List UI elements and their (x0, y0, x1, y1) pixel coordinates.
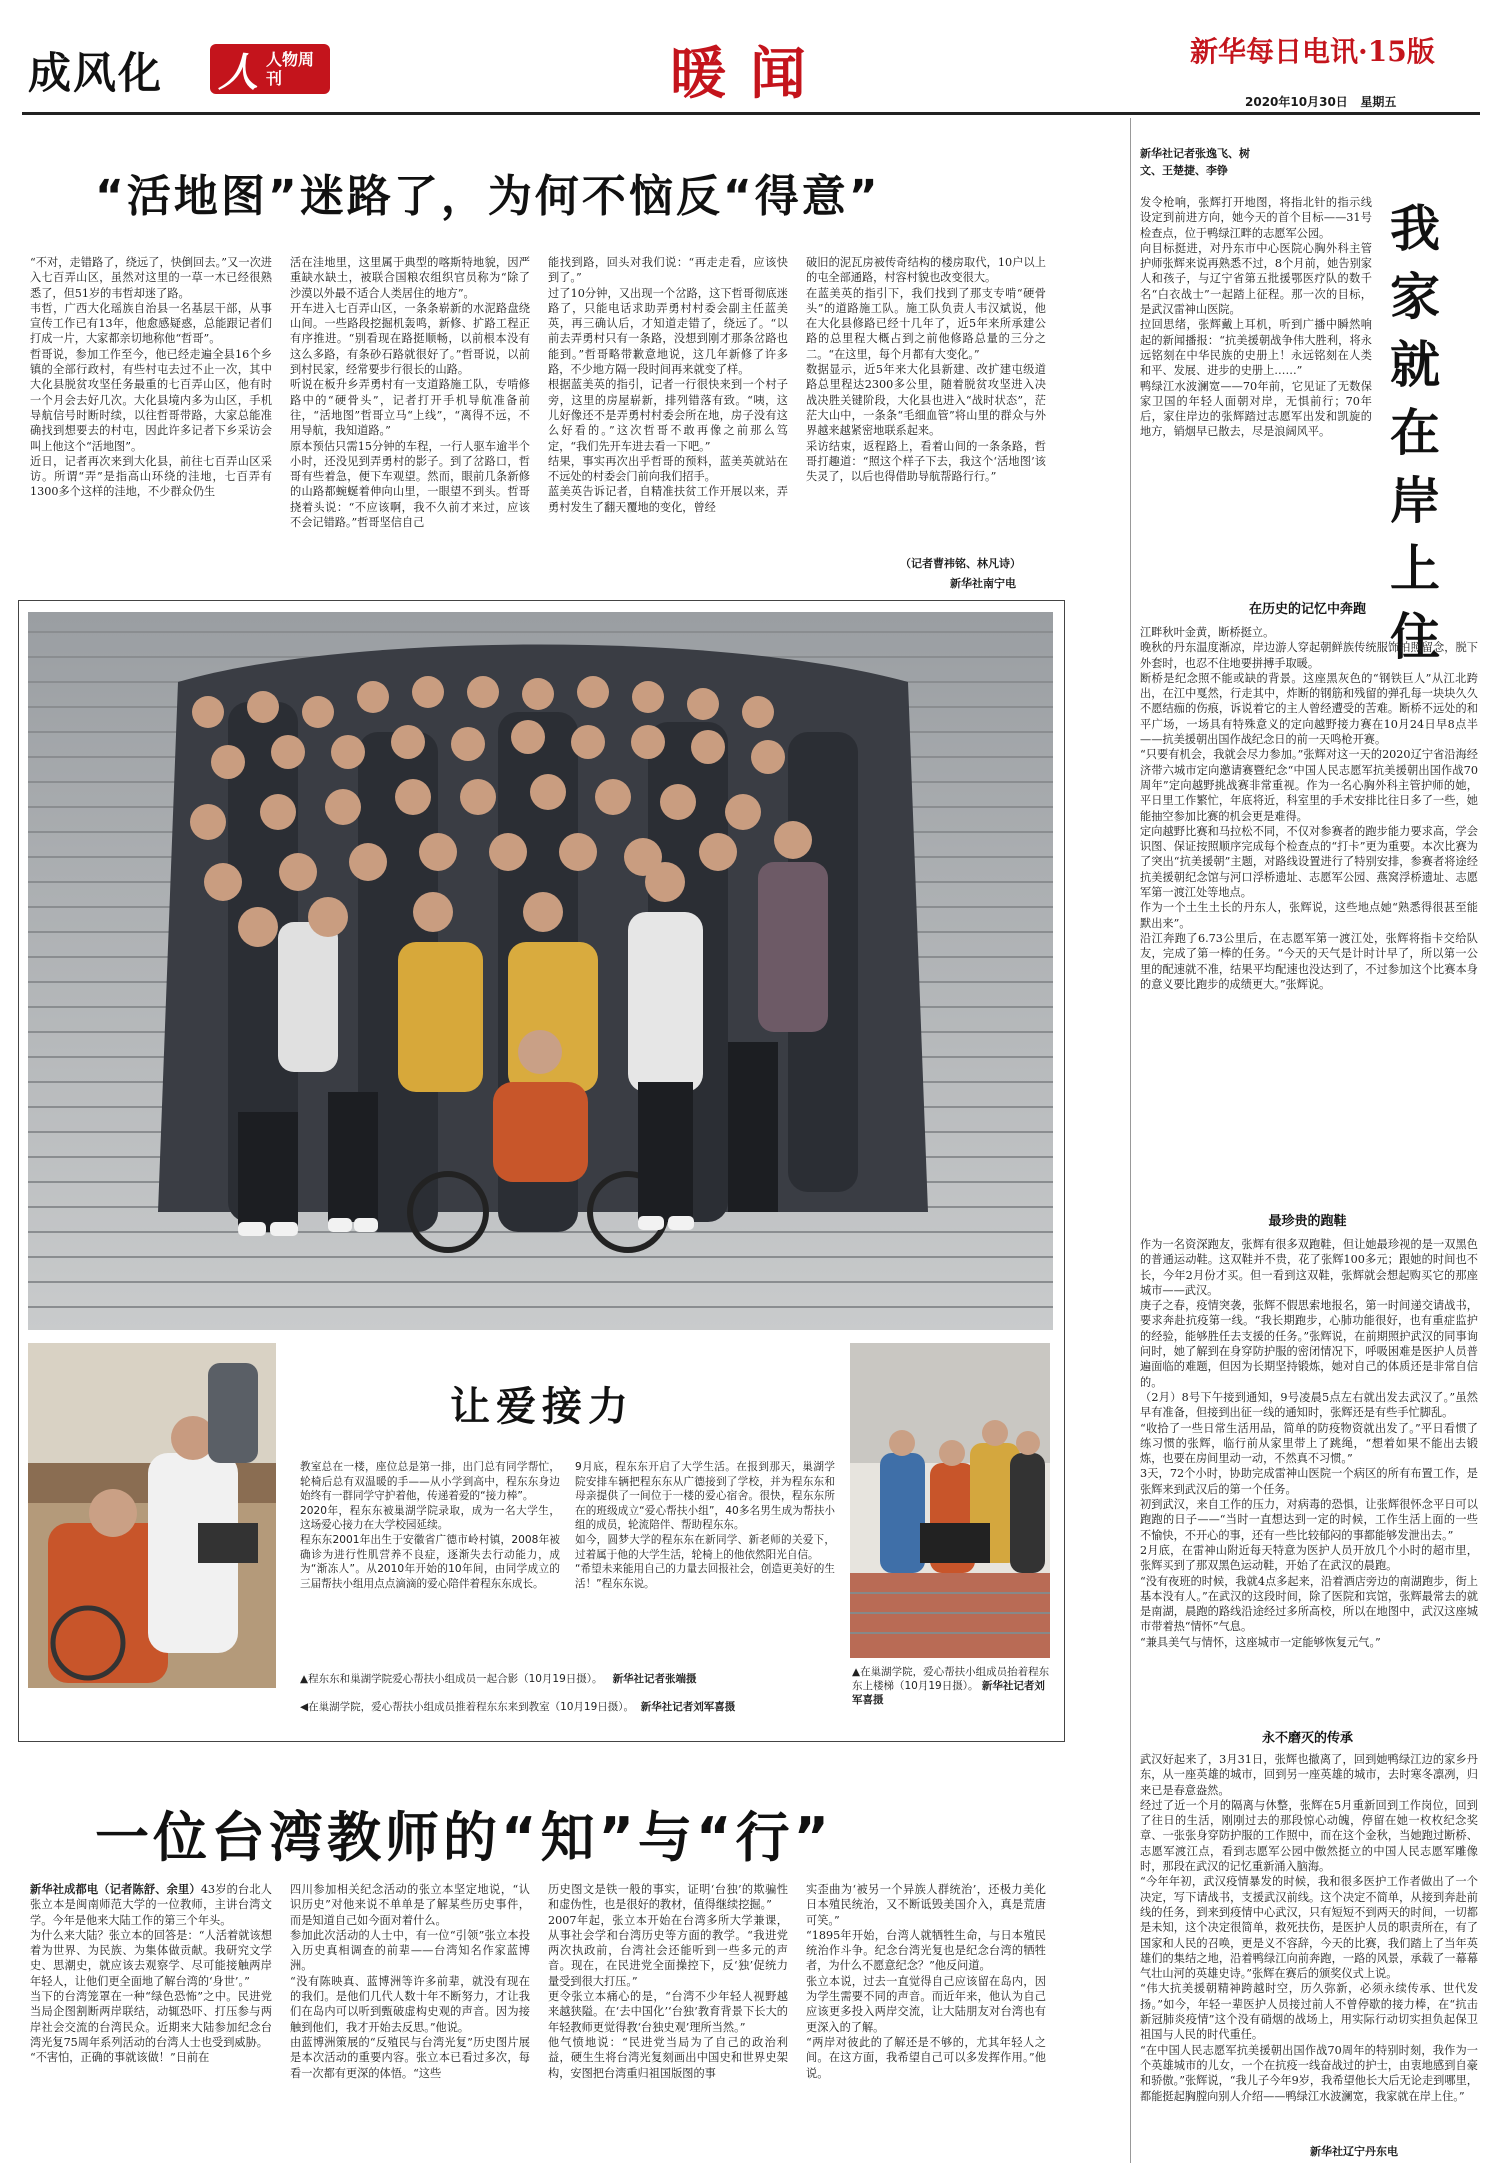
masthead-rule (22, 112, 1480, 115)
weekday-text: 星期五 (1360, 95, 1397, 109)
story2-col1: 教室总在一楼，座位总是第一排，出门总有同学帮忙，轮椅后总有双温暖的手——从小学到高中，程东东身边始终有一群同学守护着他，传递着爱的“接力棒”。 2020年，程东东被巢湖学院录取，成为一名大学生，这场爱心接力在大学校园延续。 程东东2001年出生于安徽省广德市岭村镇，2008年被确诊为进行性肌营养不良症，逐渐失去行动能力，成为“渐冻人”。从2010年开始的10年间，由同学成立的三届帮扶小组用点点滴滴的爱心陪伴着程东东成长。 (300, 1461, 560, 1590)
issue-date (1245, 93, 1396, 110)
story3-reporters: （记者陈舒、余里） (98, 1883, 201, 1896)
story4-section-1: 江畔秋叶金黄，断桥挺立。 晚秋的丹东温度渐凉，岸边游人穿起朝鲜族传统服饰拍照留念，脱下外套时，也忍不住地要拼搏手取暖。 断桥是纪念照不能或缺的背景。这座黑灰色的“钢铁巨人”从江北跨出，在江中戛然，行走其中，炸断的钢筋和残留的弹孔每一块块久久不愿结痂的伤痕，诉说着它的主人曾经遭受的苦难。断桥不远处的和平广场，一场具有特殊意义的定向越野接力赛在10月24日早8点半——抗美援朝出国作战纪念日的前一天鸣枪开赛。 “只要有机会，我就会尽力参加。”张辉对这一天的2020辽宁省沿海经济带六城市定向邀请赛暨纪念“中国人民志愿军抗美援朝出国作战70周年”定向越野挑战赛非常重视。作为一名心胸外科主管护师的她，平日里工作繁忙，年底将近，科室里的手术安排比往日多了一些，她能抽空参加比赛的机会更是难得。 定向越野比赛和马拉松不同，不仅对参赛者的跑步能力要求高，学会识图、保证按照顺序完成每个检查点的“打卡”更为重要。本次比赛为了突出“抗美援朝”主题，对路线设置进行了特别安排，参赛者将途经抗美援朝纪念馆与河口浮桥遗址、志愿军公园、燕窝浮桥遗址、志愿军第一渡江处等地点。 作为一个土生土长的丹东人，张辉说，这些地点她“熟悉得很甚至能默出来”。 沿江奔跑了6.73公里后，在志愿军第一渡江处，张辉将指卡交给队友，完成了第一棒的任务。“今天的天气是计时计早了，所以第一公里的配速就不准，结果平均配速也没达到了，不过参加这个比赛本身的意义要比跑步的成绩更大。”张辉说。 (1140, 626, 1478, 991)
classroom-photo (28, 1343, 276, 1688)
right-caption-text: ▲在巢湖学院，爱心帮扶小组成员抬着程东东上楼梯（10月19日摄）。 (852, 1666, 1050, 1692)
story3-headline: 一位台湾教师的“知”与“行” (95, 1806, 833, 1869)
stairs-photo (850, 1343, 1050, 1658)
logo-badge (210, 44, 330, 94)
story1-agency: 新华社南宁电 (950, 577, 1016, 590)
section-title: 暖闻 (670, 41, 830, 107)
right-photo-caption (852, 1665, 1052, 1707)
group-photo-illustration (28, 612, 1053, 1330)
stairs-photo-illustration (850, 1343, 1050, 1658)
story3-dateline: 新华社成都电 (30, 1883, 99, 1896)
story4-agency: 新华社辽宁丹东电 (1310, 2145, 1398, 2158)
story1-col3: 能找到路，回头对我们说：“再走走看，应该快到了。” 过了10分钟，又出现一个岔路，这下哲哥彻底迷路了，只能电话求助弄勇村村委会副主任蓝美英，再三确认后，才知道走错了，绕远了。“以前去弄勇村只有一条路，没想到刚才那条岔路也能到。”哲哥略带歉意地说，这几年新修了许多路，不少地方隔一段时间再来就变了样。 根据蓝美英的指引，记者一行很快来到一个村子旁，这里的房屋崭新，排列错落有致。“咦，这儿好像还不是弄勇村村委会所在地，房子没有这么好看的。”这次哲哥不敢再像之前那么笃定，“我们先开车进去看一下吧。” 结果，事实再次出乎哲哥的预料，蓝美英就站在不远处的村委会门前向我们招手。 蓝美英告诉记者，自精准扶贫工作开展以来，弄勇村发生了翻天覆地的变化，曾经 (548, 256, 788, 514)
story3-col1-text: 43岁的台北人张立本是闽南师范大学的一位教师，主讲台湾文学。今年是他来大陆工作的第三个年头。 为什么来大陆？张立本的回答是：“人活着就该想着为世界、为民族、为集体做贡献。我研究文学史、思潮史，就应该去观察学、尽可能接触两岸年轻人，让他们更全面地了解台湾的‘身世’。” 当下的台湾笼罩在一种“绿色恐怖”之中。民进党当局企图割断两岸联结，动辄恐吓、打压参与两岸社会交流的台湾民众。近期来大陆参加纪念台湾光复75周年系列活动的台湾人士也受到威胁。 “不害怕，正确的事就该做！”日前在 (30, 1883, 272, 2065)
story1-byline: （记者曹祎铭、林凡诗） (900, 557, 1021, 570)
left-caption-text: ◀在巢湖学院，爱心帮扶小组成员推着程东东来到教室（10月19日摄）。 (300, 1701, 635, 1713)
story4-reporters: 新华社记者张逸飞、树文、王楚捷、李铮 (1140, 147, 1250, 177)
story1-col2: 活在洼地里，这里属于典型的喀斯特地貌，因严重缺水缺土，被联合国粮农组织官员称为“除了沙漠以外最不适合人类居住的地方”。 开车进入七百弄山区，一条条崭新的水泥路盘绕山间。一些路段挖掘机轰鸣，新修、扩路工程正有序推进。“别看现在路挺顺畅，以前根本没有这么多路，有条砂石路就很好了。”哲哥说，以前到村民家，经常要步行很长的山路。 听说在板升乡弄勇村有一支道路施工队，专啃修路中的“硬骨头”，记者打开手机导航准备前往，“活地图”哲哥立马“上线”，“离得不远，不用导航，我知道路。” 原本预估只需15分钟的车程，一行人驱车逾半个小时，还没见到弄勇村的影子。到了岔路口，哲哥有些着急，便下车观望。然而，眼前几条新修的山路都蜿蜒着伸向山里，一眼望不到头。哲哥挠着头说：“不应该啊，我不久前才来过，应该不会记错路。”哲哥坚信自己 (290, 256, 530, 530)
column-name: 成风化 (28, 49, 163, 99)
main-caption-text: ▲程东东和巢湖学院爱心帮扶小组成员一起合影（10月19日摄）。 (300, 1673, 603, 1685)
paper-name: 新华每日电讯·15版 (1190, 35, 1435, 68)
story2-title: 让爱接力 (450, 1383, 634, 1430)
story2-col2: 9月底，程东东开启了大学生活。在报到那天，巢湖学院安排车辆把程东东从广德接到了学校，并为程东东和母亲提供了一间位于一楼的爱心宿舍。很快，程东东所在的班级成立“爱心帮扶小组”，40多名男生成为帮扶小组的成员，轮流陪伴、帮助程东东。 如今，圆梦大学的程东东在新同学、新老师的关爱下，过着属于他的大学生活，轮椅上的他依然阳光自信。 “希望未来能用自己的力量去回报社会，创造更美好的生活！”程东东说。 (575, 1461, 835, 1590)
story3-col4: 实歪曲为‘被另一个异族人群统治’，还极力美化日本殖民统治，又不断诋毁美国介入，真是荒唐可笑。” “1895年开始，台湾人就牺牲生命，与日本殖民统治作斗争。纪念台湾光复也是纪念台湾的牺牲者，为什么不愿意纪念？”他反问道。 张立本说，过去一直觉得自己应该留在岛内，因为学生需要不同的声音。而近年来，他认为自己应该更多投入两岸交流，让大陆朋友对台湾也有更深入的了解。 “两岸对彼此的了解还是不够的，尤其年轻人之间。在这方面，我希望自己可以多发挥作用。”他说。 (806, 1883, 1046, 2080)
story1-col4: 破旧的泥瓦房被传奇结构的楼房取代，10户以上的屯全部通路，村容村貌也改变很大。 在蓝美英的指引下，我们找到了那支专啃“硬骨头”的道路施工队。施工队负责人韦汉斌说，他在大化县修路已经十几年了，近5年来所承建公路的总里程大概占到之前他修路总量的三分之二。“在这里，每个月都有大变化。” 数据显示，近5年来大化县新建、改扩建屯级道路总里程达2300多公里，随着脱贫攻坚进入决战决胜关键阶段，大化县也进入“战时状态”，茫茫大山中，一条条“毛细血管”将山里的群众与外界越来越紧密地联系起来。 采访结束，返程路上，看着山间的一条条路，哲哥打趣道：“照这个样子下去，我这个‘活地图’该失灵了，以后也得借助导航帮路行行。” (806, 256, 1046, 484)
left-photo-caption (300, 1700, 840, 1714)
left-caption-credit: 新华社记者刘军喜摄 (640, 1701, 736, 1713)
right-column-divider (1130, 118, 1131, 2163)
story1-headline: “活地图”迷路了，为何不恼反“得意” (95, 171, 881, 222)
story4-title: 我家就在岸上住 (1390, 199, 1440, 666)
story4-subhead-2: 最珍贵的跑鞋 (1268, 1214, 1347, 1229)
logo-mark: 人 (218, 49, 258, 94)
story4-section-2: 作为一名资深跑友，张辉有很多双跑鞋，但让她最珍视的是一双黑色的普通运动鞋。这双鞋并不贵，花了张辉100多元；跟她的时间也不长，今年2月份才买。但一看到这双鞋，张辉就会想起购买它的那座城市——武汉。 庚子之春，疫情突袭，张辉不假思索地报名，第一时间递交请战书，要求奔赴抗疫第一线。“我长期跑步，心肺功能很好，也有重症监护的经验，能够胜任去支援的任务。”张辉说，在前期照护武汉的同事询问时，她了解到在身穿防护服的密闭情况下，呼吸困难是医护人员普遍面临的难题，但因为长期坚持锻炼，她对自己的体质还是非常自信的。 （2月）8号下午接到通知，9号凌晨5点左右就出发去武汉了。”虽然早有准备，但接到出征一线的通知时，张辉还是有些手忙脚乱。 “收拾了一些日常生活用品，简单的防疫物资就出发了。”平日看惯了练习惯的张辉，临行前从家里带上了跳绳，“想着如果不能出去锻炼，也要在房间里动一动，不然真不习惯。” 3天，72个小时，协助完成雷神山医院一个病区的所有布置工作，是张辉来到武汉后的第一个任务。 初到武汉，来自工作的压力，对病毒的恐惧，让张辉很怀念平日可以跑跑的日子——“当时一直想达到一定的时候，工作生活上面的一些不愉快，不开心的事，还有一些比较郁闷的事都能够发泄出去。” 2月底，在雷神山附近每天特意为医护人员开放几个小时的超市里，张辉买到了那双黑色运动鞋，开始了在武汉的晨跑。 “没有夜班的时候，我就4点多起来，沿着酒店旁边的南湖跑步，街上基本没有人。”在武汉的这段时间，除了医院和宾馆，张辉最常去的就是南湖，晨跑的路线沿途经过多所高校，所以在地图中，武汉这座城市带着热“情怀”气息。 “兼具美气与情怀，这座城市一定能够恢复元气。” (1140, 1238, 1478, 1649)
logo-text: 人物周刊 (266, 50, 315, 88)
main-photo-caption (300, 1672, 840, 1686)
right-caption-credit: 新华社记者刘军喜摄 (852, 1680, 1045, 1706)
date-text: 2020年10月30日 (1245, 95, 1348, 109)
main-caption-credit: 新华社记者张端摄 (612, 1673, 697, 1685)
classroom-photo-illustration (28, 1343, 276, 1688)
story4-subhead-3: 永不磨灭的传承 (1261, 1731, 1353, 1746)
story3-col2: 四川参加相关纪念活动的张立本坚定地说，“认识历史”对他来说不单单是了解某些历史事件，而是知道自己如今面对着什么。 参加此次活动的人士中，有一位“引领”张立本投入历史真相调查的前辈——台湾知名作家蓝博洲。 “没有陈映真、蓝博洲等许多前辈，就没有现在的我们。是他们几代人数十年不断努力，才让我们在岛内可以听到甄破虚构史观的声音。因为接触到他们，我才开始去反思。”他说。 由蓝博洲策展的“反殖民与台湾光复”历史图片展是本次活动的重要内容。张立本已看过多次，每看一次都有更深的体悟。“这些 (290, 1883, 530, 2080)
story4-intro: 发令枪响，张辉打开地图，将指北针的指示线设定到前进方向，她今天的首个目标——31号检查点，位于鸭绿江畔的志愿军公园。 向目标挺进，对丹东市中心医院心胸外科主管护师张辉来说再熟悉不过，8个月前，她告别家人和孩子，与辽宁省第五批援鄂医疗队的数千名“白衣战士”一起踏上征程。那一次的目标，是武汉雷神山医院。 拉回思绪，张辉戴上耳机，听到广播中瞬然响起的新闻播报：“抗美援朝战争伟大胜利，将永远铭刻在中华民族的史册上！永远铭刻在人类和平、发展、进步的史册上……” 鸭绿江水波澜宽——70年前，它见证了无数保家卫国的年轻人面朝对岸，无惧前行；70年后，家住岸边的张辉踏过志愿军出发和凯旋的地方，销烟早已散去，尽是浪阔风平。 (1140, 196, 1372, 439)
story1-col1: “不对，走错路了，绕远了，快倒回去。”又一次进入七百弄山区，虽然对这里的一草一木已经很熟悉了，但51岁的韦哲却迷了路。 韦哲，广西大化瑶族自治县一名基层干部，从事宣传工作已有13年，他愈感疑惑，总能跟记者们打成一片，大家都亲切地称他“哲哥”。 哲哥说，参加工作至今，他已经走遍全县16个乡镇的全部行政村，有些村屯去过不止一次，其中大化县脱贫攻坚任务最重的七百弄山区，他有时一个月会去好几次。大化县境内多为山区，手机导航信号时断时续，以往哲哥带路，大家总能准确找到想要去的村屯，因此许多记者下乡采访会叫上他这个“活地图”。 近日，记者再次来到大化县，前往七百弄山区采访。所谓“弄”是指高山环绕的洼地，七百弄有1300多个这样的洼地，不少群众仍生 (30, 256, 272, 499)
story4-section-3: 武汉好起来了，3月31日，张辉也撤离了，回到她鸭绿江边的家乡丹东，从一座英雄的城市，回到另一座英雄的城市，去时寒冬凛冽，归来已是春意盎然。 经过了近一个月的隔离与休整，张辉在5月重新回到工作岗位，回到了往日的生活，刚刚过去的那段惊心动魄，停留在她一枚枚纪念奖章、一张张身穿防护服的工作照中，而在这个金秋，当她跑过断桥、志愿军渡江点，看到志愿军公园中傲然挺立的中国人民志愿军雕像时，那段在武汉的记忆重新涌入脑海。 “今年年初，武汉疫情暴发的时候，我和很多医护工作者做出了一个决定，写下请战书，支援武汉前线。这个决定不简单，从接到奔赴前线的任务，到来到疫情中心武汉，只有短短不到两天的时间，一切都是未知，这个决定很简单，救死扶伤，是医护人员的职责所在，有了国家和人民的召唤，更是义不容辞，今天的比赛，我们踏上了当年英雄们的集结之地，沿着鸭绿江向前奔跑，一路的风景，承载了一幕幕气壮山河的英雄史诗。”张辉在赛后的颁奖仪式上说。 “伟大抗美援朝精神跨越时空，历久弥新，必须永续传承、世代发扬。”如今，年轻一辈医护人员接过前人不曾停歇的接力棒，在“抗击新冠肺炎疫情”这个没有硝烟的战场上，用实际行动切实担负起保卫祖国与人民的时代重任。 “在中国人民志愿军抗美援朝出国作战70周年的特别时刻，我作为一个英雄城市的儿女，一个在抗疫一线奋战过的护士，由衷地感到自豪和骄傲。”张辉说，“我儿子今年9岁，我希望他长大后无论走到哪里，都能挺起胸膛向别人介绍——鸭绿江水波澜宽，我家就在岸上住。” (1140, 1753, 1478, 2103)
group-photo (28, 612, 1053, 1330)
story3-col3: 历史图文是铁一般的事实，证明‘台独’的欺骗性和虚伪性，也是很好的教材，值得继续挖掘。” 2007年起，张立本开始在台湾多所大学兼课，从事社会学和台湾历史等方面的教学。“我进党两次执政前，台湾社会还能听到一些多元的声音。现在，在民进党全面操控下，反‘独’促统力量受到很大打压。” 更令张立本痛心的是，“台湾不少年轻人视野越来越狭隘。在‘去中国化’‘台独’教育背景下长大的年轻教师更觉得教‘台独史观’理所当然。” 他气愤地说：“民进党当局为了自己的政治利益，硬生生将台湾光复刻画出中国史和世界史架构，安图把台湾重归祖国版图的事 (548, 1883, 788, 2080)
story3-col1 (30, 1882, 272, 2162)
story4-subhead-1: 在历史的记忆中奔跑 (1248, 602, 1366, 617)
